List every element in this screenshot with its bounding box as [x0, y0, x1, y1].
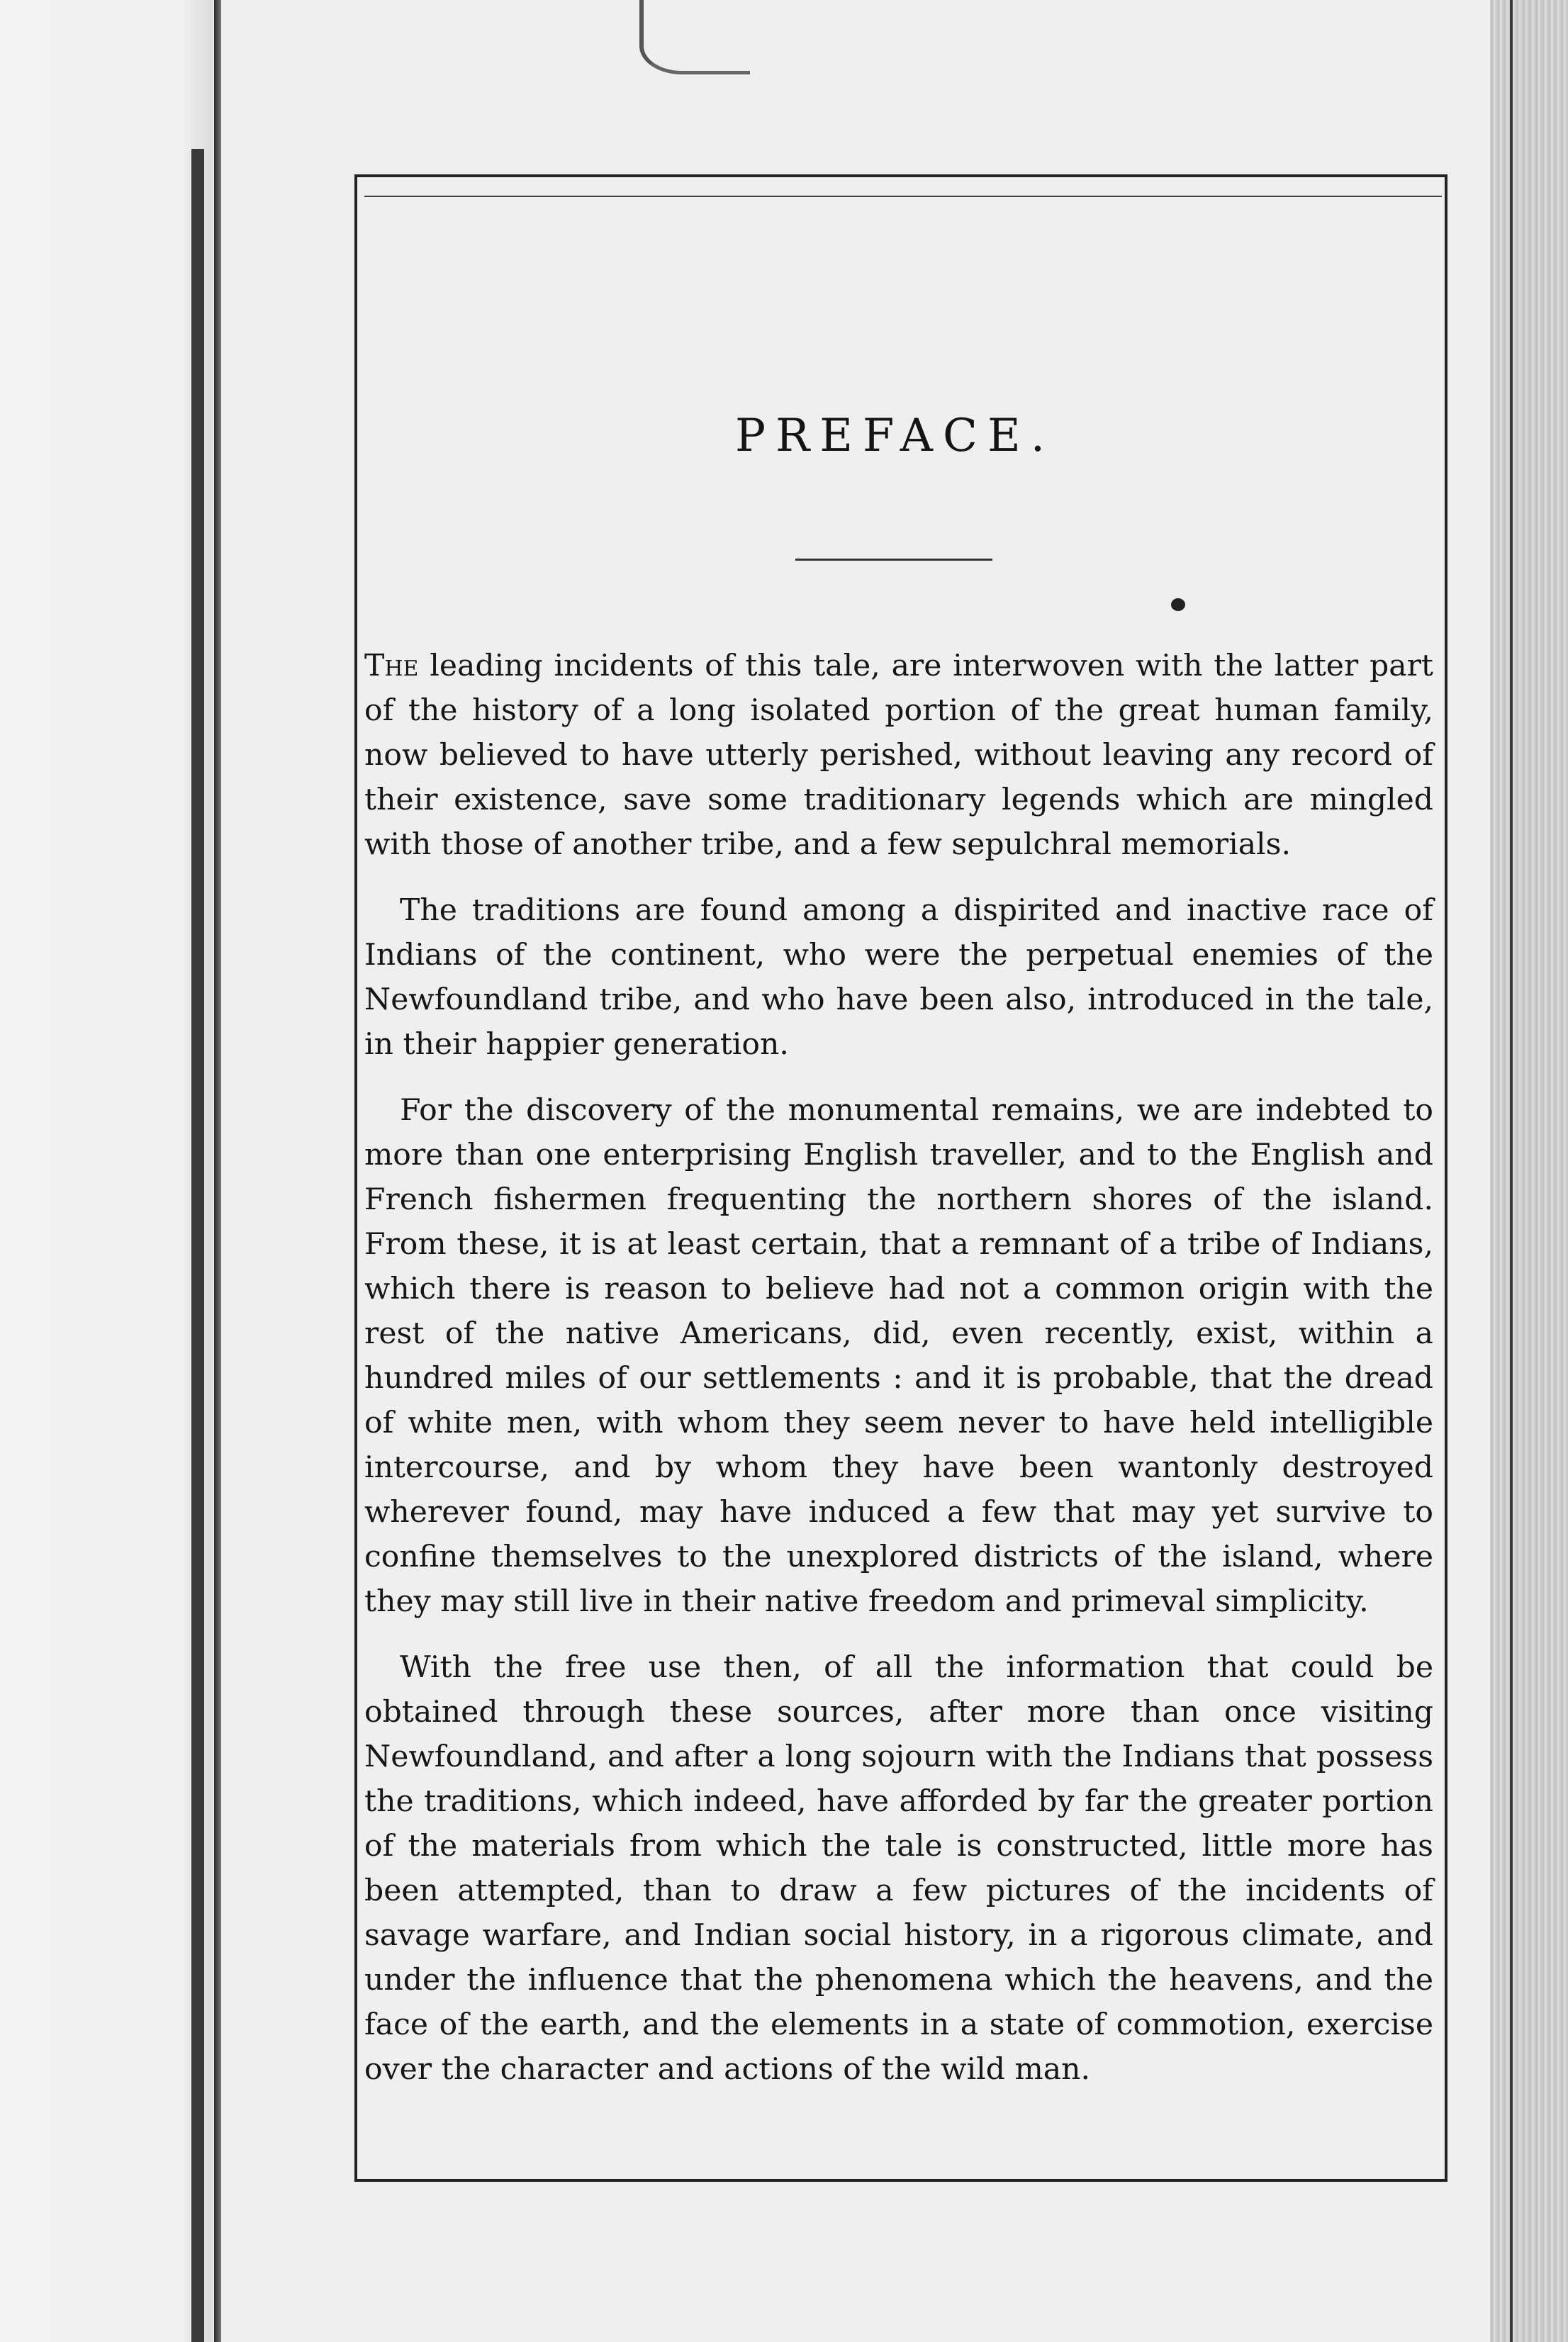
- page-stack-line: [1510, 0, 1513, 2342]
- frame-inner-rule: [364, 196, 1442, 197]
- page-stack-edge: [1490, 0, 1568, 2342]
- title-divider: [795, 559, 992, 561]
- paragraph-1: [364, 644, 1433, 867]
- paragraph-3: For the discovery of the monumental remains, we are indebted to more than one enterprising English traveller, and to the English and French fishermen frequenting the northern shores of the island. From these, it is at least certain, that a remnant of a tribe of Indians, which there is reason to believe had not a common origin with the rest of the native Americans, did, even recently, exist, within a hundred miles of our settlements : and it is probable, that the dread of white men, with whom they seem never to have held intelligible intercourse, and by whom they have been wantonly destroyed wherever found, may have induced a few that may yet survive to confine themselves to the unexplored districts of the island, where they may still live in their native freedom and primeval simplicity.: [364, 1093, 1433, 1619]
- ink-spot: [1171, 598, 1185, 611]
- preface-body: [364, 644, 1433, 2113]
- facing-page-strip: [0, 0, 213, 2342]
- page-corner-mark: [639, 0, 750, 74]
- drop-word: The: [364, 649, 419, 683]
- paragraph-1-text: leading incidents of this tale, are interwoven with the latter part of the history of a long isolated portion of the great human family, now believed to have utterly perished, without leaving any record of their existence, save some traditionary legends which are mingled with those of another tribe, and a few sepulchral memorials.: [364, 649, 1433, 862]
- paragraph-4: With the free use then, of all the information that could be obtained through these sources, after more than once visiting Newfoundland, and after a long sojourn with the Indians that possess the traditions, which indeed, have afforded by far the greater portion of the materials from which the tale is constructed, little more has been attempted, than to draw a few pictures of the incidents of savage warfare, and Indian social history, in a rigorous climate, and under the influence that the phenomena which the heavens, and the face of the earth, and the elements in a state of commotion, exercise over the character and actions of the wild man.: [364, 1650, 1433, 2087]
- page-left-edge: [214, 0, 221, 2342]
- page-title: PREFACE.: [734, 410, 1055, 462]
- binding-gutter: [191, 149, 204, 2342]
- paragraph-2: The traditions are found among a dispirited and inactive race of Indians of the continent, who were the perpetual enemies of the Newfoundland tribe, and who have been also, introduced in the tale, in their happier generation.: [364, 893, 1433, 1062]
